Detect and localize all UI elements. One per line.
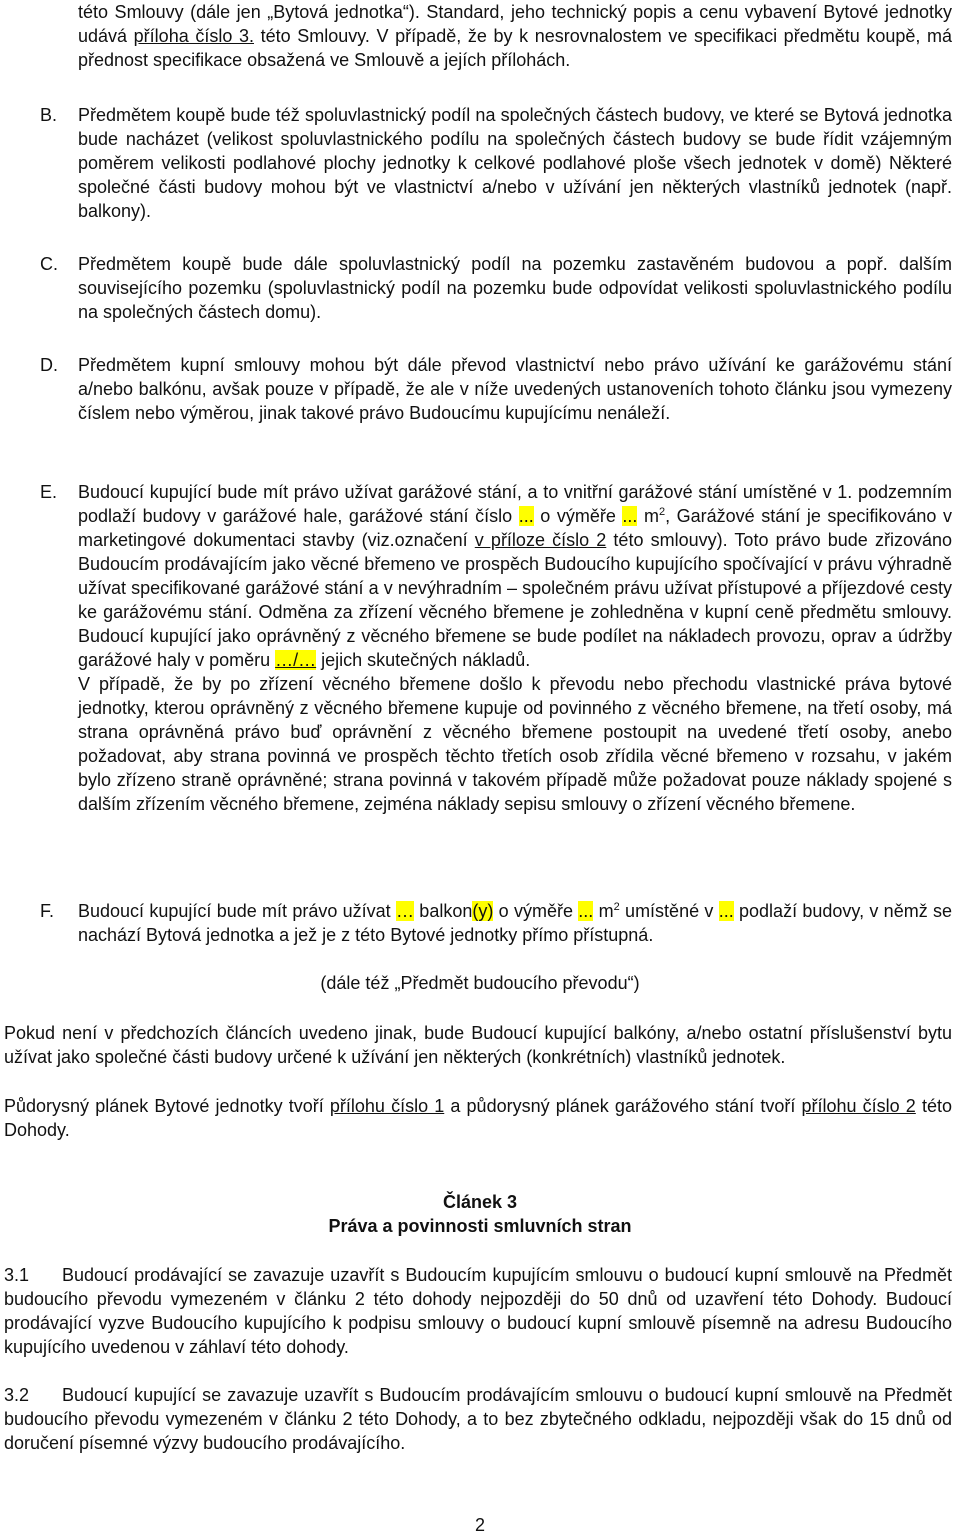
balcony-area-placeholder: ... [578, 901, 594, 921]
item-f-text-2: balkon [414, 901, 473, 921]
floor-plans-text-a: Půdorysný plánek Bytové jednotky tvoří [4, 1096, 330, 1116]
item-f-text-1: Budoucí kupující bude mít právo užívat [78, 901, 396, 921]
item-f-text [78, 899, 952, 947]
item-b-marker: B. [40, 105, 58, 125]
item-d-text: Předmětem kupní smlouvy mohou být dále převod vlastnictví nebo právo užívání ke garážovému stání a/nebo balkónu, avšak pouze v případě, že ale v níže uvedených ustanoveních tohoto článku jsou vymezeny číslem nebo výměrou, jinak takové právo Budoucímu kupujícímu nenáleží. [78, 355, 952, 423]
item-e-paragraph-2: V případě, že by po zřízení věcného břemene došlo k převodu nebo přechodu vlastnické práva bytové jednotky, kterou oprávněný z věcného břemene kupuje od povinného z věcného břemene, na třetí osoby, má strana oprávněná právo buď oprávnění z věcného břemene postoupit na uvedené třetí osoby, anebo požadovat, aby strana povinná ve prospěch těchto třetích osob zřídila věcné břemeno v rozsahu, v jakém bylo zřízeno straně oprávněné; strana povinná v takovém případě může požadovat pouze náklady spojené s dalším zřízením věcného břemene, zejména náklady sepisu smlouvy o zřízení věcného břemene. [78, 674, 952, 814]
paragraph-balconies: Pokud není v předchozích článcích uvedeno jinak, bude Budoucí kupující balkóny, a/nebo ostatní příslušenství bytu užívat jako společné části budovy určené k užívání jen některých (konkrétních) vlastníků jednotek. [4, 1023, 952, 1067]
defined-term: (dále též „Předmět budoucího převodu“) [320, 973, 640, 993]
item-e-text-2: o výměře [533, 506, 623, 526]
floor-plans-text-c: této Dohody. [4, 1096, 952, 1140]
item-f-marker: F. [40, 901, 55, 921]
item-e-text-1: Budoucí kupující bude mít právo užívat garážové stání, a to vnitřní garážové stání umístěné v 1. podzemním podlaží budovy v garážové hale, garážové stání číslo [78, 482, 952, 526]
item-f-superscript: 2 [613, 901, 620, 913]
attachment-3-link: příloha číslo 3. [133, 26, 254, 46]
paragraph-floor-plans [4, 1094, 952, 1142]
item-f-text-6: podlaží budovy, v němž se nachází Bytová jednotka a jež je z této Bytové jednotky přímo přístupná. [78, 901, 953, 945]
item-c-marker: C. [40, 254, 58, 274]
item-e-text-3: m [637, 506, 659, 526]
item-c-text: Předmětem koupě bude dále spoluvlastnický podíl na pozemku zastavěném budovou a popř. dalším souvisejícího pozemku (spoluvlastnický podíl na pozemku bude odpovídat velikosti spoluvlastnického podílu na společných částech domu). [78, 254, 952, 322]
floor-plans-text-b: a půdorysný plánek garážového stání tvoří [444, 1096, 802, 1116]
continuation-text-a: této Smlouvy (dále jen „Bytová jednotka“). Standard, jeho technický popis a cenu vybavení Bytové jednotky udává [78, 2, 952, 46]
page-number: 2 [474, 1515, 485, 1535]
clause-number: 3.2 [4, 1385, 30, 1405]
item-f-text-4: m [593, 901, 614, 921]
item-f-text-3: o výměře [493, 901, 579, 921]
article-number: Článek 3 [442, 1192, 518, 1212]
item-f-text-5: umístěné v [619, 901, 719, 921]
item-d-marker: D. [40, 355, 58, 375]
item-e-marker: E. [40, 482, 58, 502]
continuation-paragraph [0, 0, 960, 72]
garage-area-placeholder: ... [622, 506, 638, 526]
item-b-text: Předmětem koupě bude též spoluvlastnický podíl na společných částech budovy, ve které se Bytová jednotka bude nacházet (velikost spoluvlastnického podílu na společných částech budovy se bude řídit vzájemným poměrem velikosti podlahové plochy jednotky k celkové podlahové ploše všech jednotek v domě) Některé společné části budovy mohou být ve vlastnictví a/nebo v užívání jen některých vlastníků jednotek (např. balkony). [78, 105, 952, 221]
garage-number-placeholder: ... [518, 506, 534, 526]
ratio-placeholder: …/… [275, 650, 317, 670]
clause-text: Budoucí prodávající se zavazuje uzavřít s Budoucím kupujícím smlouvu o budoucí kupní smlouvě na Předmět budoucího převodu vymezeném v článku 2 této dohody nejpozději do 50 dnů od uzavření této Dohody. Budoucí prodávající vyzve Budoucího kupujícího k podpisu smlouvy o budoucí kupní smlouvě písemně na adresu Budoucího kupujícího uvedenou v záhlaví této dohody. [4, 1265, 952, 1357]
attachment-2-link: v příloze číslo 2 [474, 530, 607, 550]
floor-placeholder: ... [718, 901, 734, 921]
attachment-2-ref: přílohu číslo 2 [801, 1096, 916, 1116]
item-e-text [78, 480, 952, 816]
clause-text: Budoucí kupující se zavazuje uzavřít s Budoucím prodávajícím smlouvu o budoucí kupní smlouvě na Předmět budoucího převodu vymezeném v článku 2 této Dohody, a to bez zbytečného odkladu, nejpozději však do 15 dnů od doručení písemné výzvy budoucího prodávajícího. [4, 1385, 952, 1453]
article-title: Práva a povinnosti smluvních stran [328, 1216, 632, 1236]
balcony-count-placeholder: … [396, 901, 414, 921]
item-e-text-4: , Garážové stání je specifikováno v marketingové dokumentaci stavby (viz.označení [78, 506, 953, 550]
balcony-plural-placeholder: (y) [472, 901, 494, 921]
continuation-text-b: této Smlouvy. V případě, že by k nesrovnalostem ve specifikaci předmětu koupě, má přednost specifikace obsažená ve Smlouvě a jejích přílohách. [78, 26, 953, 70]
item-e-text-5: této smlouvy). Toto právo bude zřizováno Budoucím prodávajícím jako věcné břemeno ve prospěch Budoucího kupujícího spočívající v právu výhradně užívat specifikované garážové stání a v nevýhradním – společném právu užívat přístupové a příjezdové cesty ke garážovému stání. Odměna za zřízení věcného břemene je zohledněna v kupní ceně předmětu smlouvy. Budoucí kupující jako oprávněný z věcného břemene se bude podílet na nákladech provozu, oprav a údržby garážové haly v poměru [78, 530, 953, 670]
item-e-superscript: 2 [658, 506, 666, 518]
clause-number: 3.1 [4, 1265, 30, 1285]
item-e-text-6: jejich skutečných nákladů. [316, 650, 531, 670]
attachment-1-link: přílohu číslo 1 [329, 1096, 445, 1116]
